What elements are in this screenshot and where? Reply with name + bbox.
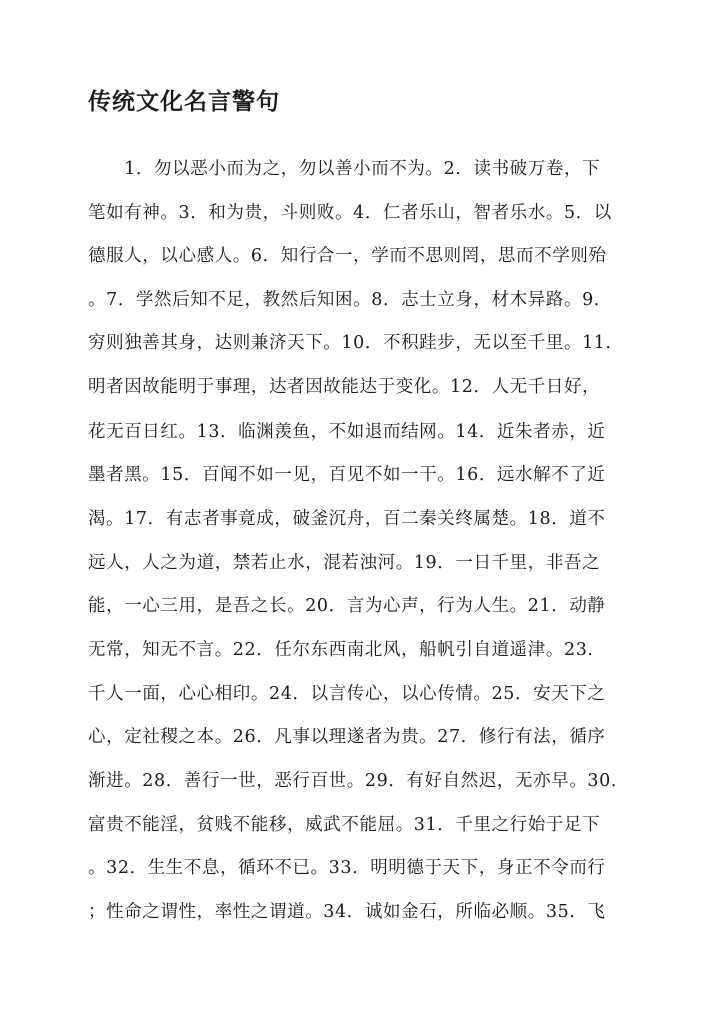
text-line: 渴。17．有志者事竟成，破釜沉舟，百二秦关终属楚。18．道不 xyxy=(88,509,606,529)
text-line: 心，定社稷之本。26．凡事以理遂者为贵。27．修行有法，循序 xyxy=(88,727,606,747)
text-line: 德服人，以心感人。6．知行合一，学而不思则罔，思而不学则殆 xyxy=(88,246,607,266)
text-line: 富贵不能淫，贫贱不能移，威武不能屈。31．千里之行始于足下 xyxy=(88,815,601,835)
text-line: 穷则独善其身，达则兼济天下。10．不积跬步，无以至千里。11． xyxy=(88,333,624,353)
text-line: 1．勿以恶小而为之，勿以善小而不为。2．读书破万卷，下 xyxy=(88,159,601,179)
text-line: 。7．学然后知不足，教然后知困。8．志士立身，材木异路。9． xyxy=(88,290,612,310)
text-line: 渐进。28．善行一世，恶行百世。29．有好自然迟，无亦早。30． xyxy=(88,771,630,791)
text-line: 。32．生生不息，循环不已。33．明明德于天下，身正不令而行 xyxy=(88,858,606,878)
text-line: 远人，人之为道，禁若止水，混若浊河。19．一日千里，非吾之 xyxy=(88,553,601,573)
text-line: 明者因故能明于事理，达者因故能达于变化。12．人无千日好， xyxy=(88,377,601,397)
text-line: 千人一面，心心相印。24．以言传心，以心传情。25．安天下之 xyxy=(88,684,606,704)
text-line: 无常，知无不言。22．任尔东西南北风，船帆引自道遥津。23． xyxy=(88,640,606,660)
text-line: 花无百日红。13．临渊羡鱼，不如退而结网。14．近朱者赤，近 xyxy=(88,422,606,442)
text-line: 墨者黑。15．百闻不如一见，百见不如一干。16．远水解不了近 xyxy=(88,465,606,485)
text-line: 能，一心三用，是吾之长。20．言为心声，行为人生。21．动静 xyxy=(88,596,606,616)
page-title: 传统文化名言警句 xyxy=(88,88,280,115)
text-line: ；性命之谓性，率性之谓道。34．诚如金石，所临必顺。35．飞 xyxy=(88,902,606,922)
text-line: 笔如有神。3．和为贵，斗则败。4．仁者乐山，智者乐水。5．以 xyxy=(88,203,612,223)
